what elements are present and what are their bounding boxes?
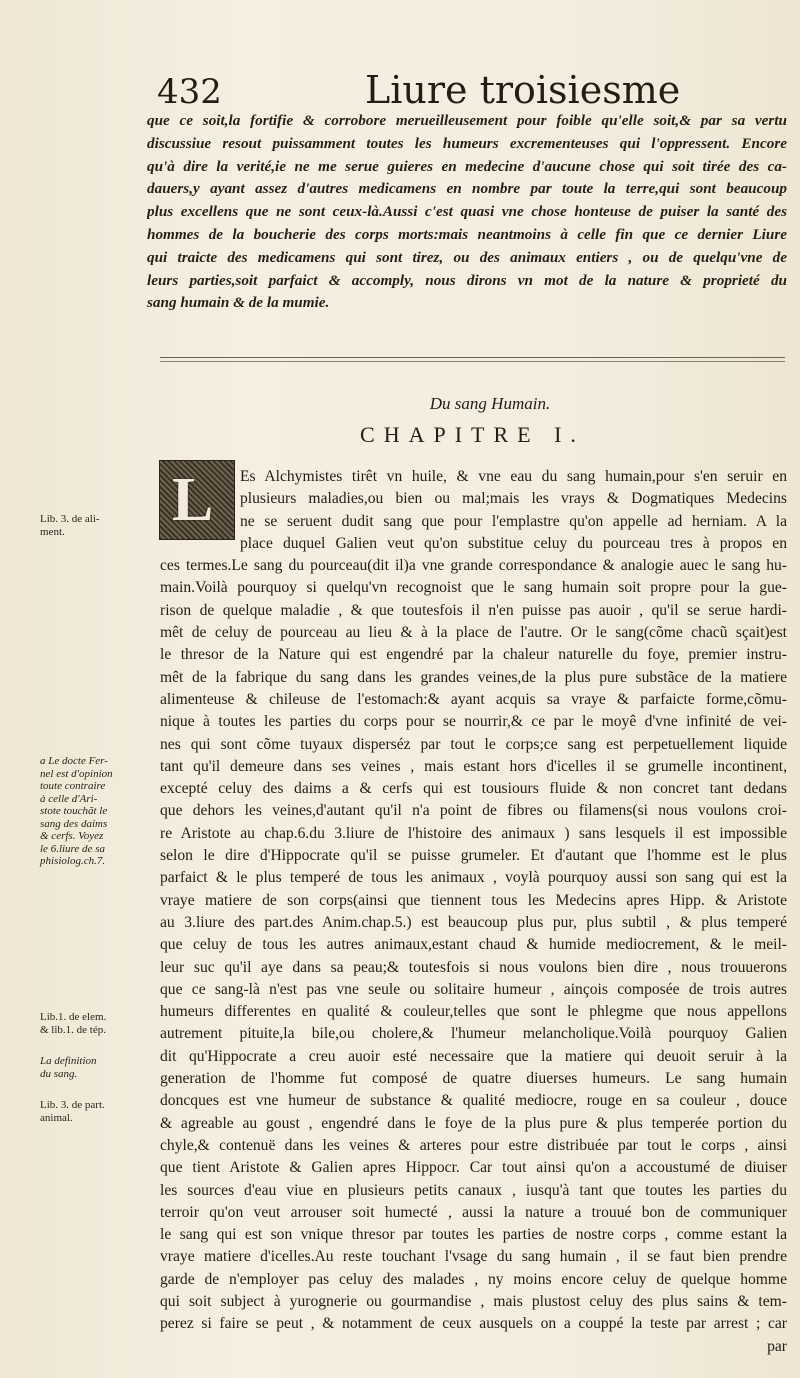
body-line: doncques est vne humeur de substance & qualité mediocre, rouge en sa couleur , douce	[160, 1092, 787, 1110]
margin-note: Lib. 3. de ali- ment.	[40, 513, 100, 538]
body-line: qui soit subject à yurognerie ou gourmandise , mais plustost celuy des plus sains & tem-	[160, 1292, 787, 1310]
body-line: tant qu'il demeure dans ses veines , mais estant hors d'icelles il se grumelle incontinent,	[160, 757, 787, 775]
body-line: rison de quelque maladie , & que toutesfois il n'en puisse pas auoir , qu'il se serue hardi-	[160, 601, 787, 619]
body-line: mêt de celuy de pourceau au lieu & à la place de l'autre. Or le sang(cõme chacũ sçait)est	[160, 624, 787, 642]
body-line: que celuy de tous les autres animaux,estant chaud & humide mediocrement, & le meil-	[160, 936, 787, 954]
body-line: main.Voilà pourquoy si quelqu'vn recognoist que le sang humain soit propre pour la gue-	[160, 579, 787, 597]
body-line: Es Alchymistes tirêt vn huile, & vne eau du sang humain,pour s'en seruir en	[240, 468, 787, 485]
body-line: plusieurs maladies,ou bien ou mal;mais les vrays & Dogmatiques Medecins	[240, 490, 787, 508]
intro-line: discussiue resout puissamment toutes les humeurs excrementeuses qui l'oppressent. Encore	[147, 134, 787, 152]
body-line: ces termes.Le sang du pourceau(dit il)a vne grande correspondance & analogie auec le sang hu-	[160, 557, 787, 575]
chapter-heading: CHAPITRE I.	[360, 422, 585, 447]
body-line: le sang qui est son vnique thresor par toutes les parties de nostre corps , comme estant la	[160, 1226, 787, 1244]
body-line: par	[767, 1337, 787, 1355]
section-rule-thin	[160, 361, 785, 362]
body-line: excepté celuy des daims a & cerfs qui est tousiours fluide & non concret tant dedans	[160, 780, 787, 798]
body-line: autrement pituite,la bile,ou cholere,& l'humeur melancholique.Voilà pourquoy Galien	[160, 1025, 787, 1043]
intro-line: qu'à dire la verité,ie ne me serue guieres en medecine d'aucune chose qui soit tirée des ca-	[147, 157, 787, 175]
decorated-initial-letter: L	[172, 466, 214, 534]
intro-line: hommes de la boucherie des corps morts:mais neantmoins à celle fin que ce dernier Liure	[147, 225, 787, 243]
margin-note: Lib.1. de elem. & lib.1. de tép.	[40, 1011, 107, 1036]
intro-line: sang humain & de la mumie.	[147, 294, 330, 312]
body-line: nique à toutes les parties du corps pour se nourrir,& ce par le moyê d'vne infinité de vei-	[160, 713, 787, 731]
page-number: 432	[157, 72, 222, 112]
body-line: generation de l'homme fut composé de quatre diuerses humeurs. Le sang humain	[160, 1070, 787, 1088]
intro-line: leurs parties,soit parfaict & accomply, nous dirons vn mot de la nature & proprieté du	[147, 271, 787, 289]
body-line: humeurs differentes en qualité & couleur,telles que sont le phlegme que nous appellons	[160, 1003, 787, 1021]
section-rule	[160, 357, 785, 358]
margin-note: a Le docte Fer- nel est d'opinion toute contraire à celle d'Ari- stote touchãt le sang des daims & cerfs. Voyez le 6.liure de sa phisiolog.ch.7.	[40, 755, 113, 867]
body-line: que dehors les veines,d'autant qu'il n'a point de fibres ou filamens(si nous voulons croi-	[160, 802, 787, 820]
margin-note: Lib. 3. de part. animal.	[40, 1099, 105, 1124]
running-title: Liure troisiesme	[365, 68, 681, 112]
body-line: leur suc qu'il aye dans sa peau;& toutesfois si nous voulons bien dire , nous trouuerons	[160, 958, 787, 976]
intro-line: dauers,y ayant assez d'autres medicamens en nombre par toute la terre,qui sont beaucoup	[147, 180, 787, 198]
body-line: re Aristote au chap.6.du 3.liure de l'histoire des animaux ) sans lesquels il est impossible	[160, 824, 787, 842]
body-line: ne se seruent dudit sang que pour l'emplastre qu'on appelle ad herniam. A la	[240, 512, 787, 530]
body-line: parfaict & le plus temperé de tous les animaux , voylà pourquoy aussi son sang qui est la	[160, 869, 787, 887]
body-line: dit qu'Hippocrate a creu auoir esté necessaire que la matiere qui deuoit seruir à la	[160, 1047, 787, 1065]
body-line: & agreable au goust , engendré dans le foye de la plus pure & plus temperée portion du	[160, 1114, 787, 1132]
intro-line: qui traicte des medicamens qui sont tirez, ou des animaux entiers , ou de quelqu'vne de	[147, 248, 787, 266]
body-line: vraye matiere d'icelles.Au reste touchant l'vsage du sang humain , il se faut bien prendre	[160, 1248, 787, 1266]
intro-line: que ce soit,la fortifie & corrobore merueilleusement pour foible qu'elle soit,& par sa vertu	[147, 112, 787, 129]
body-line: selon le dire d'Hippocrate qu'il se puisse grumeler. Et d'autant que l'homme est le plus	[160, 847, 787, 865]
chapter-body	[160, 466, 787, 1358]
body-line: chyle,& contenuë dans les veines & arteres pour estre distribuée par tout le corps , ainsi	[160, 1136, 787, 1154]
body-line: au 3.liure des part.des Anim.chap.5.) est beaucoup plus pur, plus subtil , & plus temperé	[160, 913, 787, 931]
body-line: le thresor de la Nature qui est engendré par la chaleur naturelle du foye, premier instru-	[160, 646, 787, 664]
body-line: vraye matiere de son corps(ainsi que tiennent tous les Medecins apres Hipp. & Aristote	[160, 891, 787, 909]
body-line: mêt de la fabrique du sang dans les grandes veines,de la plus pure substãce de la matiere	[160, 668, 787, 686]
body-line: que ce sang-là n'est pas vne seule ou solitaire humeur , ainçois composée de trois autres	[160, 980, 787, 998]
body-line: que tient Aristote & Galien apres Hippocr. Car tout ainsi qu'on a accoustumé de diuiser	[160, 1159, 787, 1177]
body-line: les sources d'eau viue en plusieurs petits canaux , iusqu'à tant que toutes les parties du	[160, 1181, 787, 1199]
intro-paragraph	[147, 110, 787, 315]
body-line: garde de n'employer pas celuy des malades , ny moins encore celuy de quelque homme	[160, 1270, 787, 1288]
body-line: place duquel Galien veut qu'on substitue celuy du pourceau tres à propos en	[240, 534, 787, 552]
body-line: nes qui sont cõme tuyaux disperséz par tout le corps;ce sang est perpetuellement liquide	[160, 735, 787, 753]
body-line: alimenteuse & chileuse de l'estomach:& ayant acquis sa vraye & parfaicte forme,cõmu-	[160, 690, 787, 708]
body-line: perez si faire se peut , & notamment de ceux ausquels on a couppé la teste par arrest ; car	[160, 1315, 787, 1333]
intro-line: plus excellens que ne sont ceux-là.Aussi c'est quasi vne chose honteuse de puiser la santé des	[147, 203, 787, 221]
margin-note: La definition du sang.	[40, 1055, 97, 1080]
section-subheading: Du sang Humain.	[429, 394, 551, 413]
body-line: terroir qu'on veut arrouser soit humecté , aussi la nature a trouué bon de communiquer	[160, 1203, 787, 1221]
